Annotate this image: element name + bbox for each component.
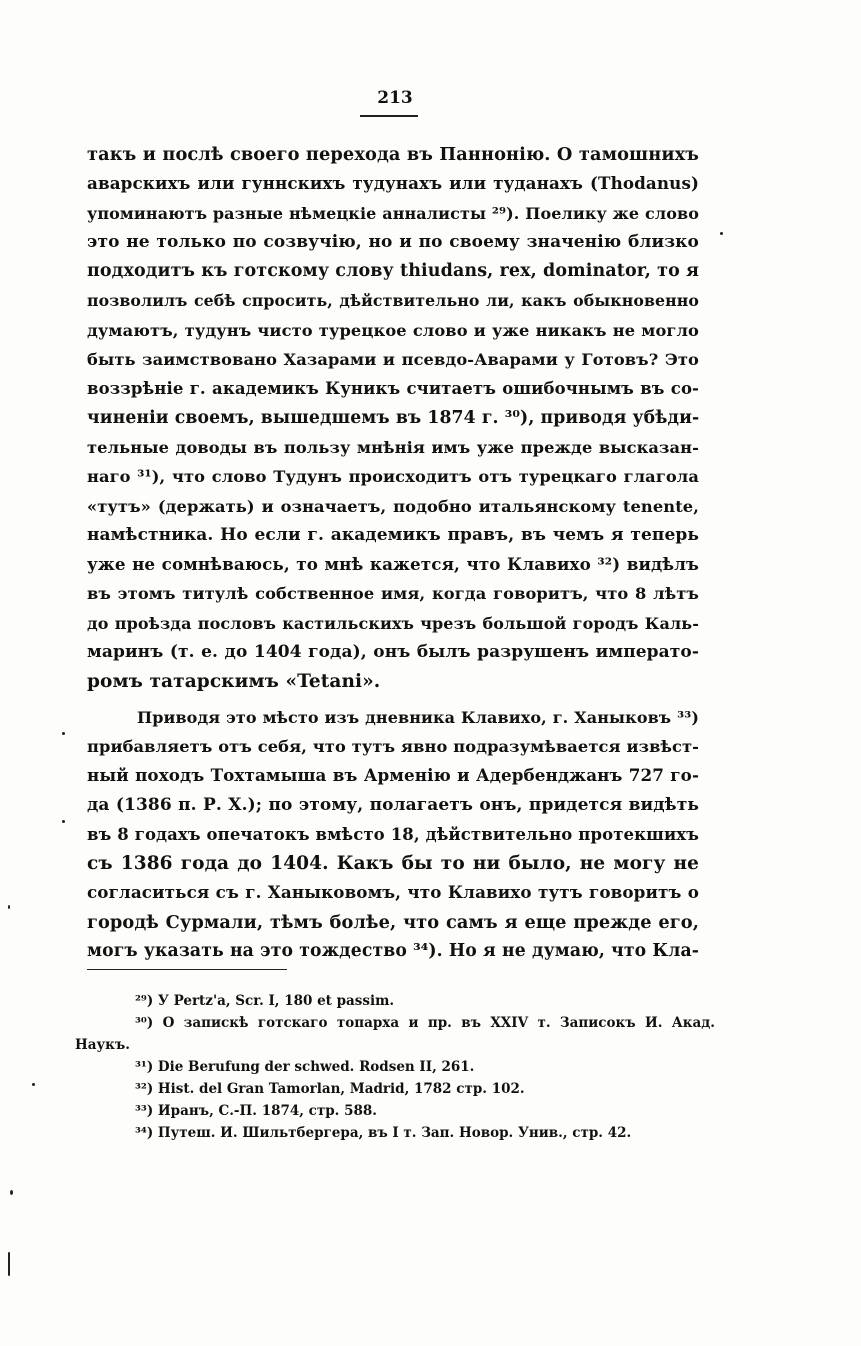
text-line: Приводя это мѣсто изъ дневника Клавихо, г. Ханыковъ ³³) (137, 707, 699, 727)
text-line: городѣ Сурмали, тѣмъ болѣе, что самъ я еще прежде его, (87, 911, 699, 933)
text-line: «тутъ» (держать) и означаетъ, подобно итальянскому tenente, (87, 496, 699, 516)
footnote-line: ³⁰) О запискѣ готскаго топарха и пр. въ XXIV т. Записокъ И. Акад. (135, 1015, 715, 1031)
scan-speck (62, 732, 65, 735)
text-line: чиненіи своемъ, вышедшемъ въ 1874 г. ³⁰), приводя убѣди- (87, 407, 700, 428)
text-line: въ 8 годахъ опечатокъ вмѣсто 18, дѣйствительно протекшихъ (87, 824, 699, 844)
main-text (87, 140, 699, 966)
text-line: быть заимствовано Хазарами и псевдо-Аварами у Готовъ? Это (87, 350, 699, 370)
text-line: тельные доводы въ пользу мнѣнія имъ уже прежде высказан- (87, 437, 699, 457)
footnotes (75, 990, 715, 1144)
scan-speck (8, 1252, 10, 1276)
page-number: 213 (377, 88, 413, 108)
text-line: съ 1386 года до 1404. Какъ бы то ни было, не могу не (87, 853, 699, 875)
footnote-line: ²⁹) У Pertz'a, Scr. I, 180 et passim. (135, 993, 395, 1009)
text-line: упоминаютъ разные нѣмецкіе анналисты ²⁹). Поелику же слово (87, 203, 699, 223)
scan-speck (62, 820, 65, 823)
text-line: могъ указать на это тождество ³⁴). Но я не думаю, что Кла- (87, 941, 699, 962)
text-line: да (1386 п. Р. Х.); по этому, полагаетъ онъ, придется видѣть (87, 794, 699, 815)
footnote-line: ³³) Иранъ, С.-П. 1874, стр. 588. (135, 1103, 377, 1119)
text-line: маринъ (т. е. до 1404 года), онъ былъ разрушенъ императо- (87, 642, 699, 663)
scan-speck (720, 232, 723, 235)
scan-speck (8, 905, 10, 909)
text-line: аварскихъ или гуннскихъ тудунахъ или туданахъ (Thodanus) (87, 173, 699, 194)
footnote-line: ³⁴) Путеш. И. Шильтбергера, въ I т. Зап. Новор. Унив., стр. 42. (135, 1125, 632, 1141)
scan-speck (32, 1083, 35, 1086)
text-line: это не только по созвучію, но и по своему значенію близко (87, 231, 699, 252)
text-line: намѣстника. Но если г. академикъ правъ, въ чемъ я теперь (87, 524, 699, 545)
text-line: такъ и послѣ своего перехода въ Паннонію. О тамошнихъ (87, 144, 699, 165)
footnote-line: ³²) Hist. del Gran Tamorlan, Madrid, 1782 стр. 102. (135, 1081, 525, 1097)
text-line: воззрѣніе г. академикъ Куникъ считаетъ ошибочнымъ въ со- (87, 379, 699, 399)
text-line: подходитъ къ готскому слову thiudans, rex, dominator, то я (87, 261, 700, 282)
text-line: до проѣзда пословъ кастильскихъ чрезъ большой городъ Каль- (87, 613, 699, 633)
text-line: прибавляетъ отъ себя, что тутъ явно подразумѣвается извѣст- (87, 736, 699, 756)
page-number-rule (360, 115, 418, 117)
footnote-line: ³¹) Die Berufung der schwed. Rodsen II, 261. (135, 1059, 475, 1075)
text-line: согласиться съ г. Ханыковомъ, что Клавихо тутъ говоритъ о (87, 882, 699, 903)
text-line: ромъ татарскимъ «Tetani». (87, 671, 381, 693)
footnote-separator (87, 969, 287, 970)
scan-speck (10, 1190, 13, 1195)
text-line: уже не сомнѣваюсь, то мнѣ кажется, что Клавихо ³²) видѣлъ (87, 554, 699, 575)
footnote-line: Наукъ. (75, 1037, 130, 1053)
text-line: ный походъ Тохтамыша въ Арменію и Адербенджанъ 727 го- (87, 765, 699, 786)
text-line: въ этомъ титулѣ собственное имя, когда говоритъ, что 8 лѣтъ (87, 584, 699, 604)
text-line: позволилъ себѣ спросить, дѣйствительно ли, какъ обыкновенно (87, 291, 699, 311)
text-line: наго ³¹), что слово Тудунъ происходитъ отъ турецкаго глагола (87, 467, 699, 487)
text-line: думаютъ, тудунъ чисто турецкое слово и уже никакъ не могло (87, 320, 699, 340)
